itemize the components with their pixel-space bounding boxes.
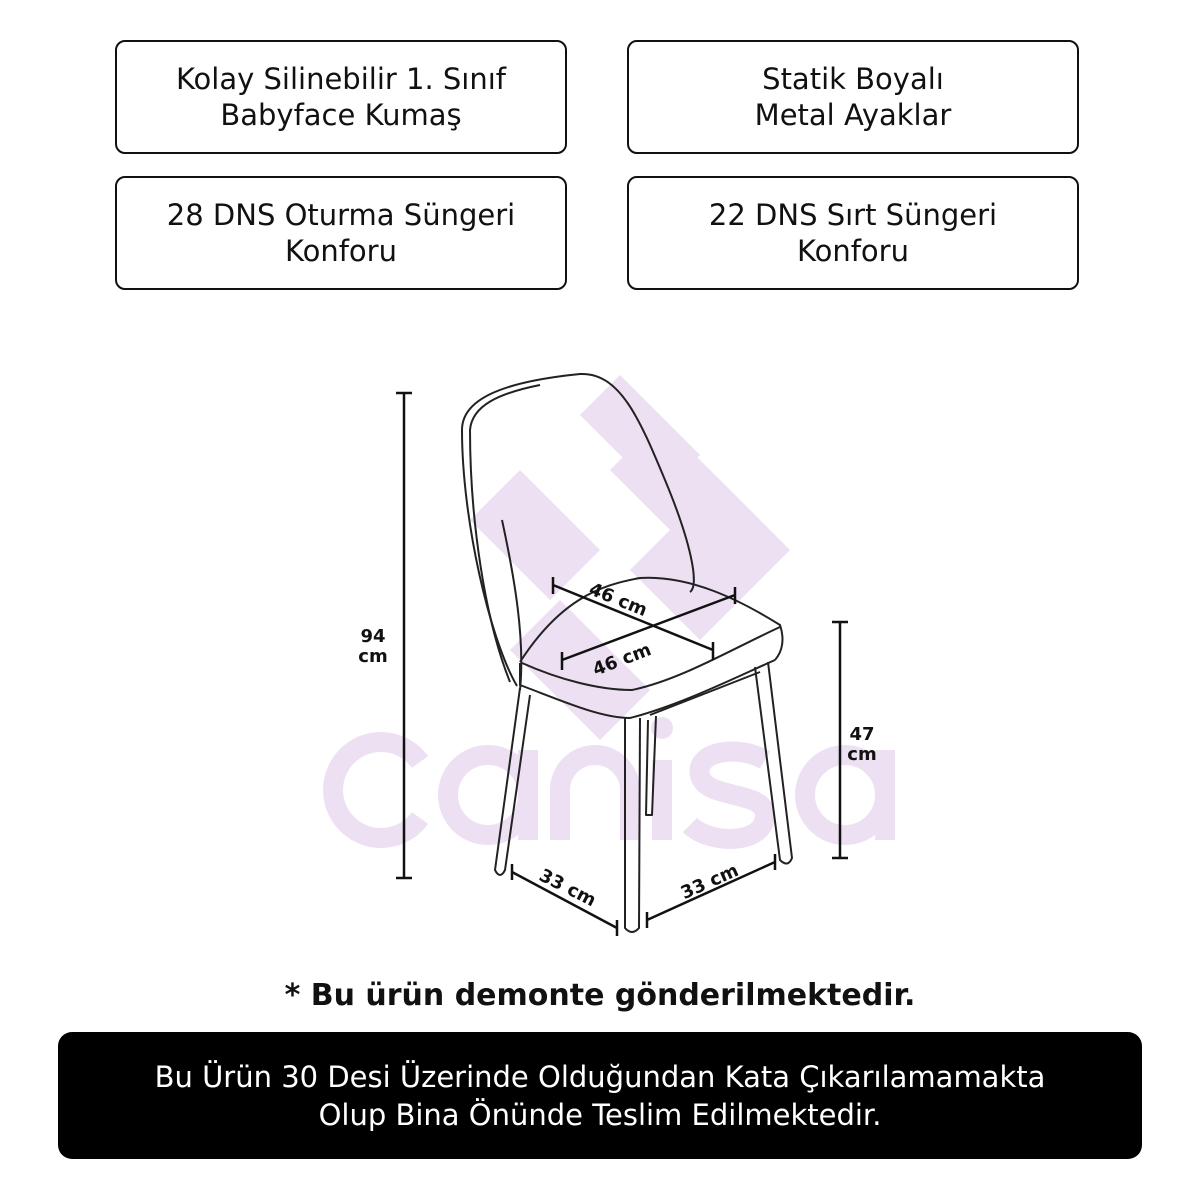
seat-width-label: 46 cm <box>589 639 655 681</box>
height-total-unit: cm <box>358 646 388 667</box>
banner-line: Bu Ürün 30 Desi Üzerinde Olduğundan Kata Çıkarılamamakta <box>154 1059 1046 1094</box>
watermark-wordmark <box>333 717 885 840</box>
feature-text: Konforu <box>797 234 909 268</box>
watermark-logo <box>470 375 790 740</box>
feature-text: Konforu <box>285 234 397 268</box>
feature-text: Kolay Silinebilir 1. Sınıf <box>175 62 507 96</box>
leg-span-right-label: 33 cm <box>677 860 742 904</box>
disassembled-note: * Bu ürün demonte gönderilmektedir. <box>284 978 916 1013</box>
seat-height-value: 47 <box>849 724 875 745</box>
feature-text: Babyface Kumaş <box>220 98 462 132</box>
feature-text: 22 DNS Sırt Süngeri <box>708 198 998 232</box>
seat-height-unit: cm <box>847 744 877 765</box>
height-total-value: 94 <box>360 626 386 647</box>
feature-text: Statik Boyalı <box>762 62 944 96</box>
leg-span-left-label: 33 cm <box>535 864 600 912</box>
banner-line: Olup Bina Önünde Teslim Edilmektedir. <box>318 1097 882 1132</box>
feature-text: Metal Ayaklar <box>754 98 952 132</box>
delivery-banner <box>58 1032 1142 1159</box>
seat-depth-label: 46 cm <box>585 578 651 622</box>
feature-text: 28 DNS Oturma Süngeri <box>166 198 516 232</box>
